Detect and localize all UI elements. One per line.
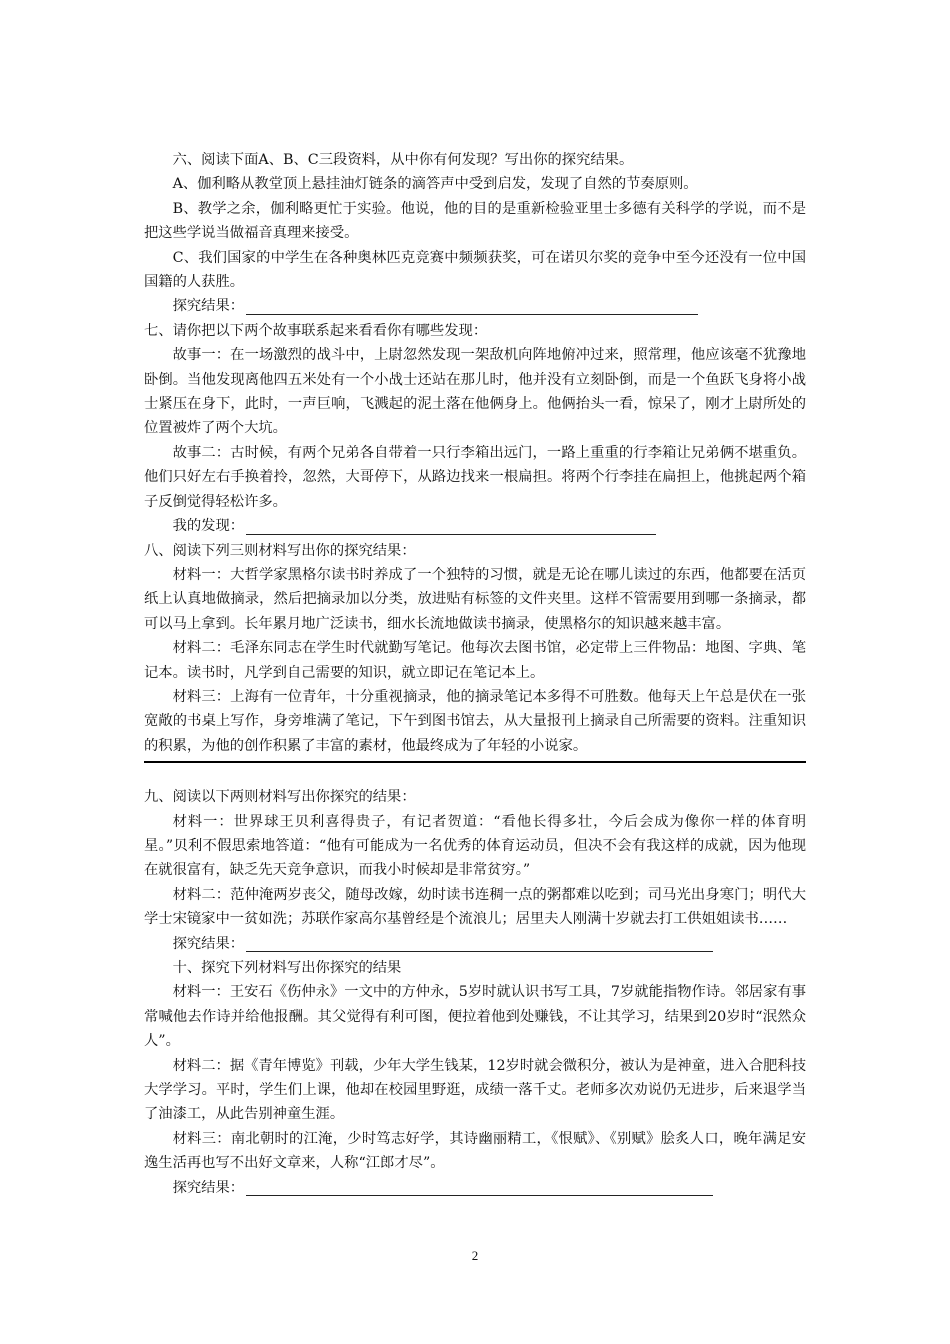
question-10-answer-blank[interactable] [246,1178,713,1196]
question-7-answer-label: 我的发现： [172,518,245,535]
question-6-material-a: A、伽利略从教堂顶上悬挂油灯链条的滴答声中受到启发，发现了自然的节奏原则。 [172,176,698,193]
question-8-title: 八、阅读下列三则材料写出你的探究结果： [144,542,416,559]
question-9-title: 九、阅读以下两则材料写出你探究的结果： [144,789,416,806]
question-9-material-2: 材料二：范仲淹两岁丧父，随母改嫁，幼时读书连稠一点的粥都难以吃到；司马光出身寒门；明代大学士宋镜家中一贫如洗；苏联作家高尔基曾经是个流浪儿；居里夫人刚满十岁就去打工供姐姐读书…… [144,886,806,928]
question-6-answer-label: 探究结果： [172,298,245,315]
question-7-answer-blank[interactable] [246,517,656,535]
question-10 [144,956,806,1200]
question-7-title: 七、请你把以下两个故事联系起来看看你有哪些发现： [144,322,488,339]
question-7-story-2: 故事二：古时候，有两个兄弟各自带着一只行李箱出远门，一路上重重的行李箱让兄弟俩不堪重负。他们只好左右手换着拎，忽然，大哥停下，从路边找来一根扁担。将两个行李挂在扁担上，他挑起两个箱子反倒觉得轻松许多。 [144,444,806,510]
question-6-material-c: C、我们国家的中学生在各种奥林匹克竞赛中频频获奖，可在诺贝尔奖的竞争中至今还没有一位中国国籍的人获胜。 [144,249,806,291]
question-7 [144,319,806,539]
question-10-title: 十、探究下列材料写出你探究的结果 [172,960,402,976]
question-6-title: 六、阅读下面A、B、C三段资料，从中你有何发现？写出你的探究结果。 [172,152,634,168]
question-10-material-3: 材料三：南北朝时的江淹，少时笃志好学，其诗幽丽精工，《恨赋》、《别赋》脍炙人口，晚年满足安逸生活再也写不出好文章来，人称“江郎才尽”。 [144,1130,806,1172]
question-8-material-3: 材料三：上海有一位青年，十分重视摘录，他的摘录笔记本多得不可胜数。他每天上午总是伏在一张宽敞的书桌上写作，身旁堆满了笔记，下午到图书馆去，从大量报刊上摘录自己所需要的资料。注重知识的积累，为他的创作积累了丰富的素材，他最终成为了年轻的小说家。 [144,688,806,754]
question-7-story-1: 故事一：在一场激烈的战斗中，上尉忽然发现一架敌机向阵地俯冲过来，照常理，他应该毫不犹豫地卧倒。当他发现离他四五米处有一个小战士还站在那儿时，他并没有立刻卧倒，而是一个鱼跃飞身将小战士紧压在身下，此时，一声巨响，飞溅起的泥土落在他俩身上。他俩抬头一看，惊呆了，刚才上尉所处的位置被炸了两个大坑。 [144,347,806,437]
question-6-material-b: B、教学之余，伽利略更忙于实验。他说，他的目的是重新检验亚里士多德有关科学的学说，而不是把这些学说当做福音真理来接受。 [144,200,806,242]
section-divider [144,761,806,763]
question-7-answer-row [144,514,806,538]
question-10-material-2: 材料二：据《青年博览》刊载，少年大学生钱某，12岁时就会微积分，被认为是神童，进入合肥科技大学学习。平时，学生们上课，他却在校园里野逛，成绩一落千丈。老师多次劝说仍无进步，后来退学当了油漆工，从此告别神童生涯。 [144,1057,806,1123]
question-10-answer-label: 探究结果： [172,1179,245,1196]
question-8-material-1: 材料一：大哲学家黑格尔读书时养成了一个独特的习惯，就是无论在哪儿读过的东西，他都要在活页纸上认真地做摘录，然后把摘录加以分类，放进贴有标签的文件夹里。这样不管需要用到哪一条摘录，都可以马上拿到。长年累月地广泛读书，细水长流地做读书摘录，使黑格尔的知识越来越丰富。 [144,566,806,632]
question-6-answer-row [144,294,806,318]
question-9 [144,785,806,956]
question-9-answer-row [144,932,806,956]
question-9-answer-label: 探究结果： [172,935,245,952]
question-9-material-1: 材料一：世界球王贝利喜得贵子，有记者贺道：“看他长得多壮，今后会成为像你一样的体育明星。”贝利不假思索地答道：“他有可能成为一名优秀的体育运动员，但决不会有我这样的成就，因为他现在就很富有，缺乏先天竞争意识，而我小时候却是非常贫穷。” [144,813,806,879]
question-9-answer-blank[interactable] [246,934,713,952]
question-8 [144,539,806,759]
question-6-answer-blank[interactable] [246,297,698,315]
page-number: 2 [471,1248,479,1263]
question-10-material-1: 材料一：王安石《伤仲永》一文中的方仲永，5岁时就认识书写工具，7岁就能指物作诗。邻居家有事常喊他去作诗并给他报酬。其父觉得有利可图，便拉着他到处赚钱，不让其学习，结果到20岁时“泯然众人”。 [144,984,806,1050]
question-8-material-2: 材料二：毛泽东同志在学生时代就勤写笔记。他每次去图书馆，必定带上三件物品：地图、字典、笔记本。读书时，凡学到自己需要的知识，就立即记在笔记本上。 [144,640,806,681]
question-6 [144,148,806,319]
page-content [144,148,806,1200]
question-10-answer-row [144,1176,806,1200]
